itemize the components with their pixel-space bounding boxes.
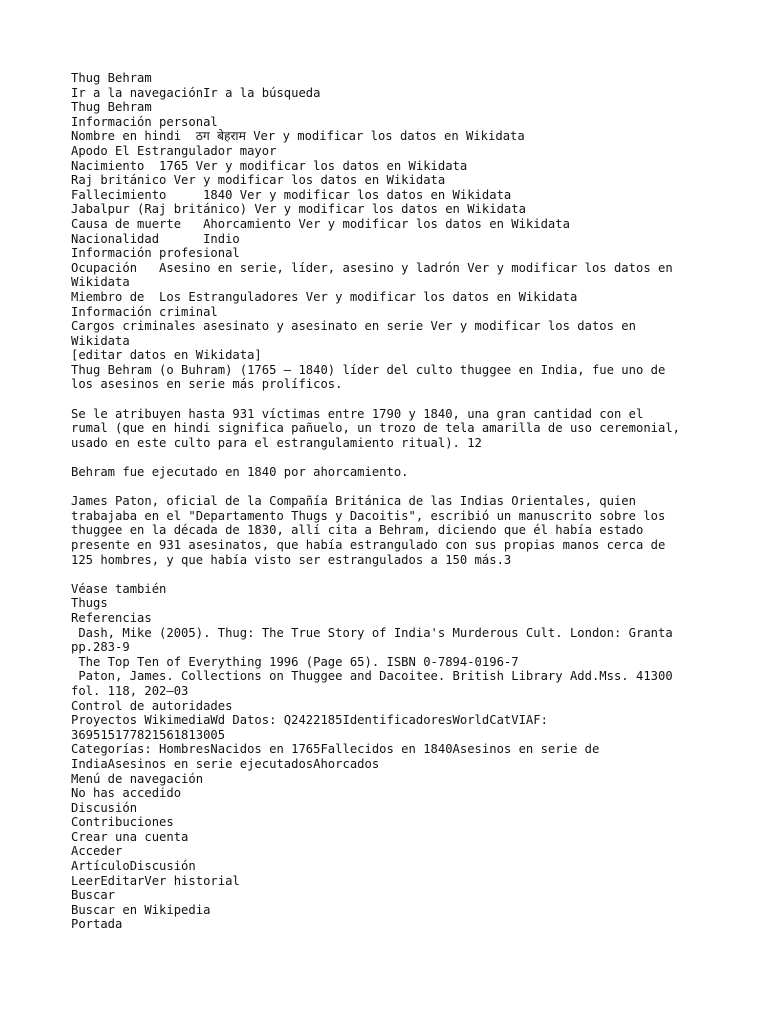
spacer xyxy=(71,480,711,495)
infobox-death-place[interactable]: Jabalpur (Raj británico) Ver y modificar los datos en Wikidata xyxy=(71,202,526,217)
nav-tabs-read-edit-history[interactable]: LeerEditarVer historial xyxy=(71,873,240,888)
paragraph-1-line-1: Thug Behram (o Buhram) (1765 – 1840) líder del culto thuggee en India, fue uno de xyxy=(71,362,666,377)
infobox-hindi-name[interactable]: Nombre en hindi ठग बेहराम Ver y modificar los datos en Wikidata xyxy=(71,129,525,144)
spacer xyxy=(71,450,711,465)
see-also-section xyxy=(71,582,711,611)
authority-control xyxy=(71,699,711,743)
paragraph-2-line-2: rumal (que en hindi significa pañuelo, un trozo de tela amarilla de uso ceremonial, xyxy=(71,421,681,436)
nav-link-discussion[interactable]: Discusión xyxy=(71,800,138,815)
article-title: Thug Behram xyxy=(71,71,152,85)
reference-1-line-2: pp.283-9 xyxy=(71,640,130,655)
infobox-occupation[interactable]: Ocupación Asesino en serie, líder, asesino y ladrón Ver y modificar los datos en xyxy=(71,260,673,275)
infobox-edit-link[interactable]: [editar datos en Wikidata] xyxy=(71,348,262,363)
paragraph-2-line-3: usado en este culto para el estrangulamiento ritual). 12 xyxy=(71,435,482,450)
infobox-birth[interactable]: Nacimiento 1765 Ver y modificar los datos en Wikidata xyxy=(71,158,468,173)
reference-3-line-1: Paton, James. Collections on Thuggee and Dacoitee. British Library Add.Mss. 41300 xyxy=(71,669,673,684)
reference-1-line-1: Dash, Mike (2005). Thug: The True Story of India's Murderous Cult. London: Granta xyxy=(71,625,673,640)
paragraph-4-line-5: 125 hombres, y que había visto ser estrangulados a 150 más.3 xyxy=(71,552,512,567)
infobox-cause-of-death[interactable]: Causa de muerte Ahorcamiento Ver y modificar los datos en Wikidata xyxy=(71,216,570,231)
paragraph-2-line-1: Se le atribuyen hasta 931 víctimas entre 1790 y 1840, una gran cantidad con el xyxy=(71,406,644,421)
authority-viaf-id[interactable]: 369515177821561813005 xyxy=(71,727,226,742)
infobox-charges-cont[interactable]: Wikidata xyxy=(71,333,130,348)
infobox-nickname: Apodo El Estrangulador mayor xyxy=(71,143,277,158)
infobox-death[interactable]: Fallecimiento 1840 Ver y modificar los datos en Wikidata xyxy=(71,187,512,202)
document-page xyxy=(71,71,711,932)
article-body xyxy=(71,363,711,582)
categories-line-2[interactable]: IndiaAsesinos en serie ejecutadosAhorcados xyxy=(71,756,380,771)
paragraph-4-line-2: trabajaba en el "Departamento Thugs y Dacoitis", escribió un manuscrito sobre los xyxy=(71,508,666,523)
infobox xyxy=(71,100,711,363)
authority-links[interactable]: Proyectos WikimediaWd Datos: Q2422185IdentificadoresWorldCatVIAF: xyxy=(71,713,548,728)
infobox-section-personal: Información personal xyxy=(71,114,218,129)
paragraph-4-line-3: thuggee en la década de 1830, allí cita a Behram, diciendo que él había estado xyxy=(71,523,644,538)
nav-link-contributions[interactable]: Contribuciones xyxy=(71,815,174,830)
paragraph-4-line-1: James Paton, oficial de la Compañía Británica de las Indias Orientales, quien xyxy=(71,494,636,509)
reference-3-line-2: fol. 118, 202–03 xyxy=(71,683,189,698)
navigation-menu xyxy=(71,772,711,933)
spacer xyxy=(71,567,711,582)
infobox-section-criminal: Información criminal xyxy=(71,304,218,319)
see-also-heading: Véase también xyxy=(71,581,167,596)
nav-tabs-article-discussion[interactable]: ArtículoDiscusión xyxy=(71,859,196,874)
categories-line-1[interactable]: Categorías: HombresNacidos en 1765Fallecidos en 1840Asesinos en serie de xyxy=(71,742,600,757)
infobox-member-of[interactable]: Miembro de Los Estranguladores Ver y modificar los datos en Wikidata xyxy=(71,289,578,304)
infobox-occupation-cont[interactable]: Wikidata xyxy=(71,275,130,290)
infobox-section-professional: Información profesional xyxy=(71,246,240,261)
infobox-nationality: Nacionalidad Indio xyxy=(71,231,240,246)
nav-search-wikipedia[interactable]: Buscar en Wikipedia xyxy=(71,902,211,917)
nav-link-create-account[interactable]: Crear una cuenta xyxy=(71,829,189,844)
infobox-name: Thug Behram xyxy=(71,100,152,115)
skip-links[interactable]: Ir a la navegaciónIr a la búsqueda xyxy=(71,85,321,100)
authority-heading: Control de autoridades xyxy=(71,698,233,713)
paragraph-1-line-2: los asesinos en serie más prolíficos. xyxy=(71,377,343,392)
reference-2-line-1: The Top Ten of Everything 1996 (Page 65). ISBN 0-7894-0196-7 xyxy=(71,654,519,669)
not-logged-in-text: No has accedido xyxy=(71,786,182,801)
categories xyxy=(71,742,711,771)
see-also-link-thugs[interactable]: Thugs xyxy=(71,596,108,611)
references-heading: Referencias xyxy=(71,610,152,625)
paragraph-3-line-1: Behram fue ejecutado en 1840 por ahorcamiento. xyxy=(71,465,409,480)
nav-link-portal[interactable]: Portada xyxy=(71,917,123,932)
references-section xyxy=(71,611,711,699)
infobox-charges[interactable]: Cargos criminales asesinato y asesinato en serie Ver y modificar los datos en xyxy=(71,319,636,334)
infobox-birth-place[interactable]: Raj británico Ver y modificar los datos en Wikidata xyxy=(71,173,446,188)
paragraph-4-line-4: presente en 931 asesinatos, que había estrangulado con sus propias manos cerca de xyxy=(71,538,666,552)
nav-search-label: Buscar xyxy=(71,888,116,903)
spacer xyxy=(71,392,711,407)
navigation-menu-heading: Menú de navegación xyxy=(71,771,204,786)
nav-link-login[interactable]: Acceder xyxy=(71,844,123,859)
